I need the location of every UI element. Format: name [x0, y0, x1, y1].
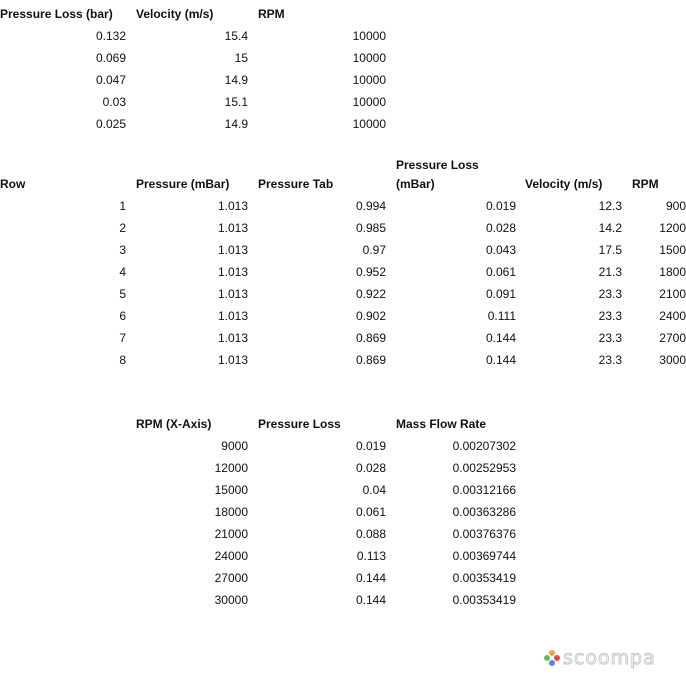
table-cell: 0.028 — [485, 221, 516, 235]
column-header: Pressure Tab — [258, 177, 334, 191]
table-cell: 9000 — [221, 439, 248, 453]
column-header: Pressure (mBar) — [136, 177, 230, 191]
table-cell: 10000 — [352, 29, 386, 43]
table-cell: 15000 — [214, 483, 248, 497]
table-cell: 0.047 — [95, 73, 126, 87]
table-cell: 0.144 — [355, 593, 386, 607]
table-cell: 0.113 — [356, 549, 386, 563]
column-header: Row — [0, 177, 26, 191]
table-cell: 12.3 — [598, 199, 622, 213]
table-cell: 23.3 — [598, 287, 622, 301]
table-cell: 10000 — [352, 95, 386, 109]
table-cell: 1 — [119, 199, 126, 213]
table-cell: 0.00376376 — [452, 527, 516, 541]
table-cell: 0.025 — [95, 117, 126, 131]
table-cell: 1.013 — [217, 331, 248, 345]
table-cell: 14.9 — [224, 73, 248, 87]
table-cell: 10000 — [352, 51, 386, 65]
table-cell: 12000 — [214, 461, 248, 475]
table-cell: 1.013 — [217, 243, 248, 257]
table-cell: 0.069 — [95, 51, 126, 65]
table-cell: 14.9 — [224, 117, 248, 131]
column-header: RPM — [632, 177, 659, 191]
table-cell: 8 — [119, 353, 126, 367]
column-header: (mBar) — [396, 177, 435, 191]
table-cell: 0.985 — [355, 221, 386, 235]
table-cell: 0.00353419 — [452, 593, 516, 607]
column-header: RPM — [258, 7, 285, 21]
column-header: Velocity (m/s) — [525, 177, 603, 191]
table-cell: 900 — [665, 199, 686, 213]
table-cell: 0.869 — [355, 353, 386, 367]
table-cell: 0.902 — [355, 309, 386, 323]
table-cell: 0.061 — [485, 265, 516, 279]
column-header: Velocity (m/s) — [136, 7, 214, 21]
table-cell: 15.4 — [224, 29, 248, 43]
column-header: Pressure Loss — [258, 417, 341, 431]
table-cell: 0.922 — [355, 287, 386, 301]
table-cell: 6 — [119, 309, 126, 323]
table-cell: 1200 — [659, 221, 686, 235]
table-cell: 23.3 — [598, 309, 622, 323]
table-cell: 0.019 — [355, 439, 386, 453]
table-cell: 10000 — [352, 73, 386, 87]
table-cell: 30000 — [214, 593, 248, 607]
table-cell: 0.061 — [355, 505, 386, 519]
table-cell: 18000 — [214, 505, 248, 519]
table-cell: 21000 — [214, 527, 248, 541]
table-cell: 15 — [234, 51, 248, 65]
table-cell: 1800 — [659, 265, 686, 279]
flower-logo-icon — [543, 649, 561, 667]
table-cell: 1.013 — [217, 309, 248, 323]
table-cell: 24000 — [214, 549, 248, 563]
table-cell: 4 — [119, 265, 126, 279]
table-cell: 3 — [119, 243, 126, 257]
table-cell: 15.1 — [224, 95, 248, 109]
table-cell: 23.3 — [598, 331, 622, 345]
table-cell: 0.00252953 — [452, 461, 516, 475]
table-cell: 0.144 — [355, 571, 386, 585]
table-cell: 0.091 — [485, 287, 516, 301]
table-cell: 1.013 — [217, 287, 248, 301]
table-cell: 5 — [119, 287, 126, 301]
table-cell: 0.028 — [355, 461, 386, 475]
table-cell: 3000 — [659, 353, 686, 367]
table-cell: 0.043 — [485, 243, 516, 257]
table-cell: 1500 — [659, 243, 686, 257]
watermark-text: scoompa — [563, 647, 656, 669]
table-cell: 17.5 — [598, 243, 622, 257]
table-cell: 0.088 — [355, 527, 386, 541]
column-header: Mass Flow Rate — [396, 417, 487, 431]
table-cell: 27000 — [214, 571, 248, 585]
scoompa-watermark — [543, 646, 680, 670]
table-cell: 1.013 — [217, 353, 248, 367]
table-cell: 1.013 — [217, 265, 248, 279]
table-cell: 2100 — [659, 287, 686, 301]
table-cell: 2700 — [659, 331, 686, 345]
table-cell: 0.04 — [362, 483, 386, 497]
column-header: Pressure Loss (bar) — [0, 7, 113, 21]
table-cell: 0.994 — [355, 199, 386, 213]
table-cell: 0.144 — [485, 353, 516, 367]
table-cell: 0.00369744 — [452, 549, 516, 563]
column-header: Pressure Loss — [396, 158, 479, 172]
table-cell: 2 — [119, 221, 126, 235]
table-cell: 0.00312166 — [452, 483, 516, 497]
table-cell: 0.97 — [362, 243, 386, 257]
table-cell: 0.144 — [485, 331, 516, 345]
table-cell: 0.869 — [355, 331, 386, 345]
column-header: RPM (X-Axis) — [136, 417, 212, 431]
table-cell: 0.00353419 — [452, 571, 516, 585]
table-cell: 14.2 — [598, 221, 622, 235]
table-cell: 21.3 — [598, 265, 622, 279]
table-cell: 10000 — [352, 117, 386, 131]
table-cell: 0.132 — [95, 29, 126, 43]
table-cell: 0.019 — [485, 199, 516, 213]
table-cell: 1.013 — [217, 221, 248, 235]
table-cell: 1.013 — [217, 199, 248, 213]
table-cell: 0.111 — [487, 309, 516, 323]
table-cell: 0.00207302 — [452, 439, 516, 453]
table-cell: 0.00363286 — [452, 505, 516, 519]
table-cell: 0.952 — [355, 265, 386, 279]
table-cell: 0.03 — [102, 95, 126, 109]
table-cell: 2400 — [659, 309, 686, 323]
table-cell: 7 — [119, 331, 126, 345]
table-cell: 23.3 — [598, 353, 622, 367]
